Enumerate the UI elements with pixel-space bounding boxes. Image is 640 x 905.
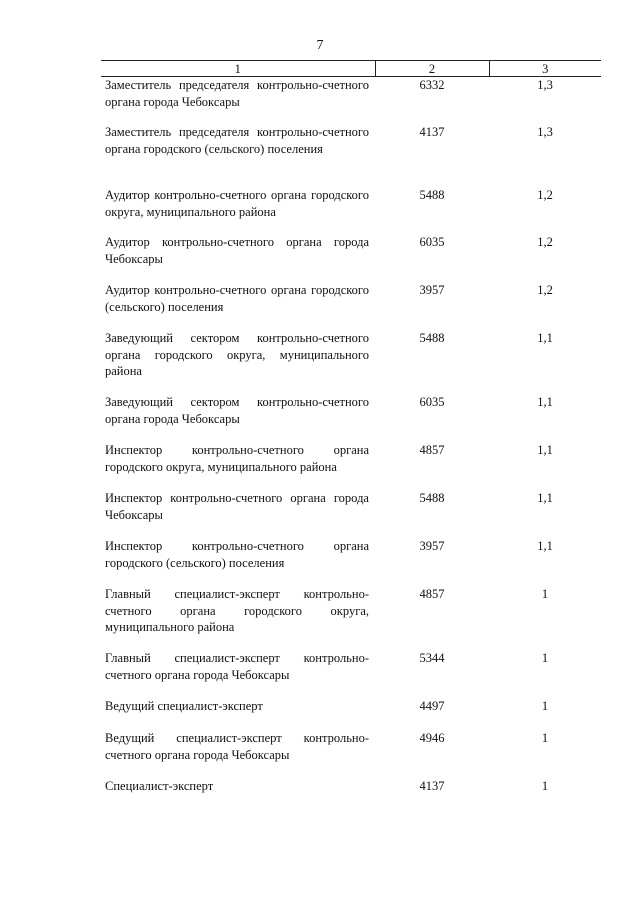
amount-cell: 5488: [419, 188, 445, 202]
table-row: [101, 234, 601, 282]
coefficient-cell: 1,1: [537, 331, 553, 345]
amount-cell: 4946: [419, 731, 445, 745]
amount-cell: 6332: [419, 78, 445, 92]
position-cell: Инспектор контрольно-счетного органа города Чебоксары: [105, 491, 369, 522]
position-cell: Главный специалист-эксперт контрольно-счетного органа городского округа, муниципального района: [105, 587, 369, 634]
table-row: [101, 282, 601, 330]
coefficient-cell: 1,2: [537, 188, 553, 202]
position-cell: Аудитор контрольно-счетного органа городского округа, муниципального района: [105, 188, 369, 219]
coefficient-cell: 1,2: [537, 283, 553, 297]
amount-cell: 6035: [419, 235, 445, 249]
column-header-1: 1: [101, 61, 375, 77]
table-header: [101, 61, 601, 77]
coefficient-cell: 1: [541, 587, 549, 601]
position-cell: Заместитель председателя контрольно-счетного органа городского (сельского) поселения: [105, 125, 369, 156]
coefficient-cell: 1,2: [537, 235, 553, 249]
table-row: [101, 124, 601, 187]
table-row: [101, 778, 601, 810]
coefficient-cell: 1: [541, 731, 549, 745]
position-cell: Инспектор контрольно-счетного органа городского (сельского) поселения: [105, 539, 369, 570]
amount-cell: 3957: [419, 539, 445, 553]
coefficient-cell: 1: [541, 699, 549, 713]
amount-cell: 4857: [419, 443, 445, 457]
table-row: [101, 330, 601, 394]
header-row: [101, 61, 601, 77]
position-cell: Заведующий сектором контрольно-счетного органа городского округа, муниципального района: [105, 331, 369, 378]
column-header-3: 3: [489, 61, 601, 77]
table-body: [101, 77, 601, 811]
position-cell: Заведующий сектором контрольно-счетного органа города Чебоксары: [105, 395, 369, 426]
coefficient-cell: 1,3: [537, 78, 553, 92]
amount-cell: 4137: [419, 125, 445, 139]
position-cell: Заместитель председателя контрольно-счетного органа города Чебоксары: [105, 78, 369, 109]
table-row: [101, 698, 601, 730]
table-row: [101, 77, 601, 125]
coefficient-cell: 1: [541, 651, 549, 665]
position-cell: Аудитор контрольно-счетного органа города Чебоксары: [105, 235, 369, 266]
position-cell: Специалист-эксперт: [105, 779, 214, 793]
table-row: [101, 187, 601, 234]
table-row: [101, 650, 601, 698]
table-row: [101, 730, 601, 778]
position-cell: Главный специалист-эксперт контрольно-счетного органа города Чебоксары: [105, 651, 369, 682]
table-row: [101, 538, 601, 586]
position-cell: Ведущий специалист-эксперт контрольно-счетного органа города Чебоксары: [105, 731, 369, 762]
table-row: [101, 586, 601, 650]
coefficient-cell: 1,1: [537, 395, 553, 409]
page-number: 7: [316, 38, 324, 53]
table-row: [101, 442, 601, 490]
table-row: [101, 394, 601, 442]
amount-cell: 4137: [419, 779, 445, 793]
position-cell: Аудитор контрольно-счетного органа городского (сельского) поселения: [105, 283, 369, 314]
amount-cell: 5344: [419, 651, 445, 665]
coefficient-cell: 1: [541, 779, 549, 793]
coefficient-cell: 1,1: [537, 443, 553, 457]
position-cell: Инспектор контрольно-счетного органа городского округа, муниципального района: [105, 443, 369, 474]
table-row: [101, 490, 601, 538]
column-header-2: 2: [375, 61, 489, 77]
amount-cell: 5488: [419, 491, 445, 505]
amount-cell: 4857: [419, 587, 445, 601]
amount-cell: 6035: [419, 395, 445, 409]
coefficient-cell: 1,1: [537, 539, 553, 553]
coefficient-cell: 1,3: [537, 125, 553, 139]
amount-cell: 4497: [419, 699, 445, 713]
coefficient-cell: 1,1: [537, 491, 553, 505]
amount-cell: 3957: [419, 283, 445, 297]
position-cell: Ведущий специалист-эксперт: [105, 699, 263, 713]
salary-table: [101, 60, 601, 810]
amount-cell: 5488: [419, 331, 445, 345]
